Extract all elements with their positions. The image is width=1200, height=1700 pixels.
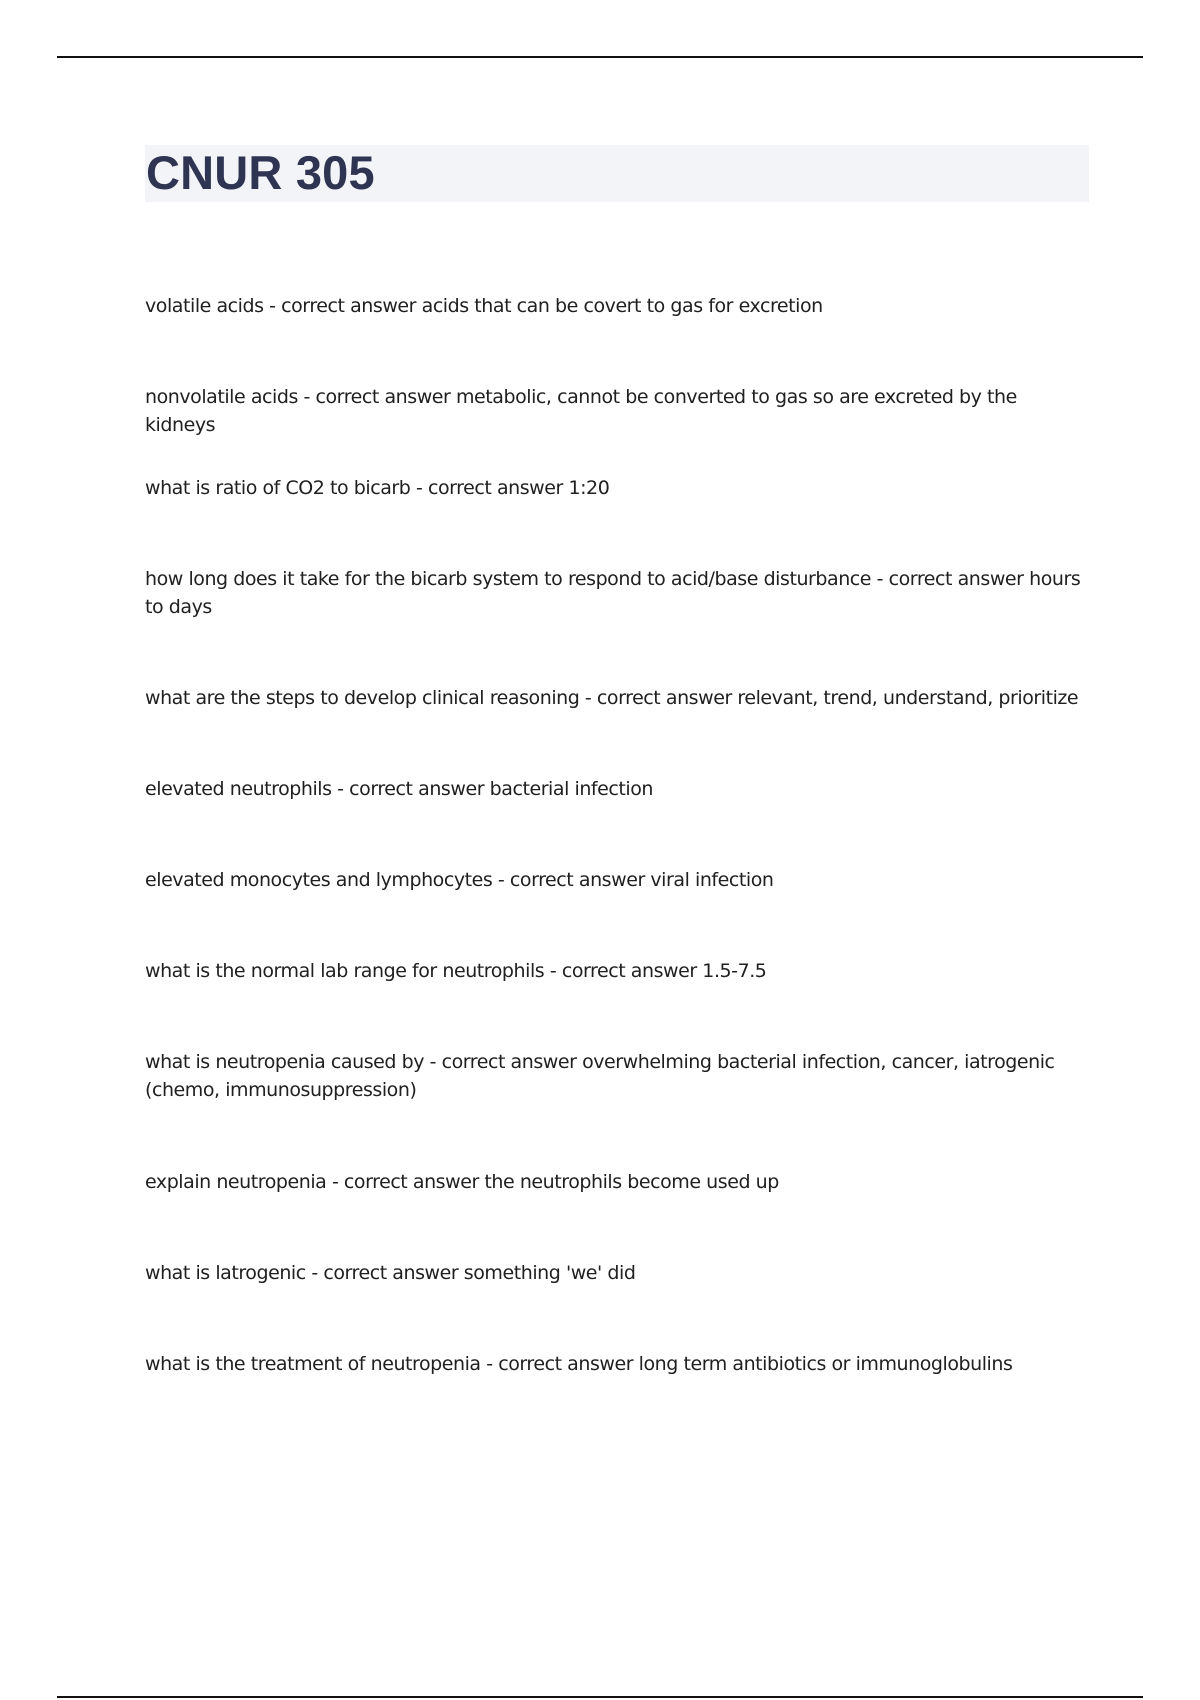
qa-item: what are the steps to develop clinical reasoning - correct answer relevant, trend, understand, prioritize [145,687,1079,709]
qa-item: explain neutropenia - correct answer the neutrophils become used up [145,1171,779,1193]
qa-item: what is latrogenic - correct answer something 'we' did [145,1262,636,1284]
qa-item: elevated monocytes and lymphocytes - correct answer viral infection [145,869,774,891]
bottom-rule [57,1696,1143,1698]
top-rule [57,56,1143,58]
qa-item: elevated neutrophils - correct answer bacterial infection [145,778,653,800]
qa-item: what is the treatment of neutropenia - correct answer long term antibiotics or immunoglobulins [145,1353,1013,1375]
document-title: CNUR 305 [146,146,375,199]
qa-item: what is neutropenia caused by - correct answer overwhelming bacterial infection, cancer, iatrogenic (chemo, immunosuppression) [145,1051,1055,1101]
qa-item: nonvolatile acids - correct answer metabolic, cannot be converted to gas so are excreted by the kidneys [145,386,1017,436]
qa-item: what is ratio of CO2 to bicarb - correct answer 1:20 [145,477,610,499]
qa-item: what is the normal lab range for neutrophils - correct answer 1.5-7.5 [145,960,767,982]
qa-item: how long does it take for the bicarb system to respond to acid/base disturbance - correct answer hours to days [145,568,1081,618]
qa-item: volatile acids - correct answer acids that can be covert to gas for excretion [145,295,823,317]
